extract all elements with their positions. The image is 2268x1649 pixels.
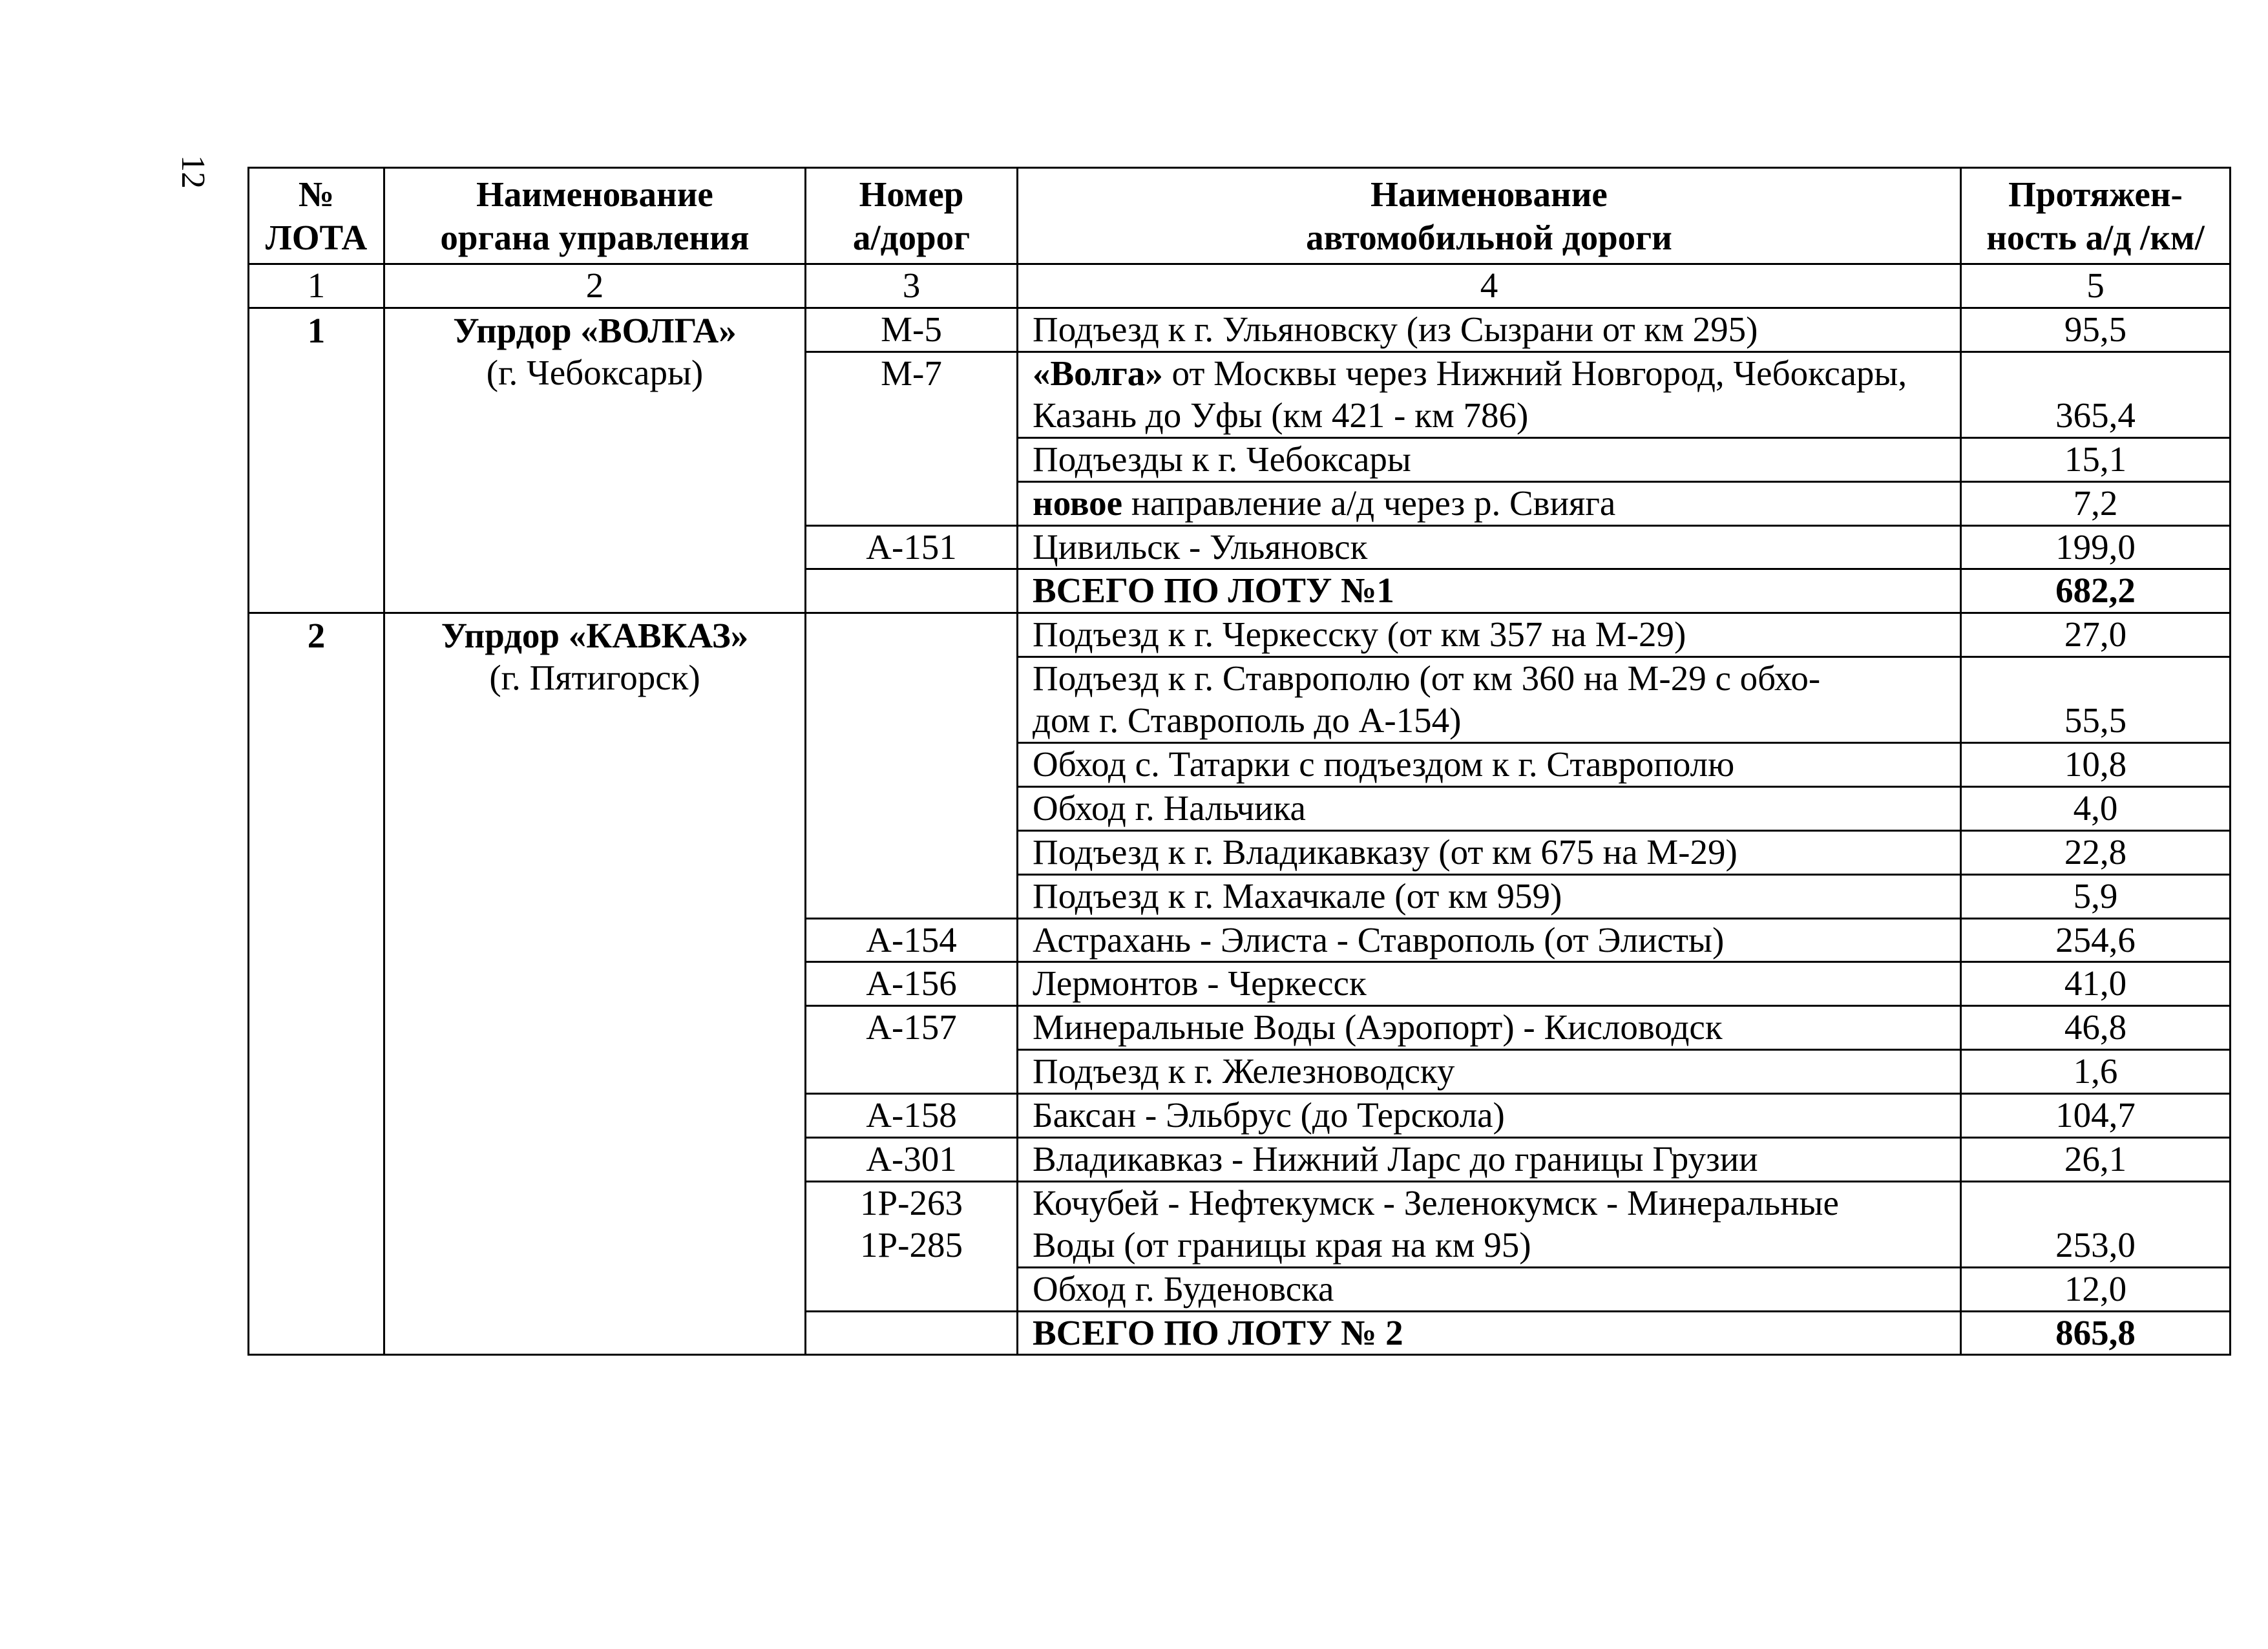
road-number-empty [806, 613, 1018, 918]
lot-number: 2 [249, 613, 384, 1355]
road-name: новое направление а/д через р. Свияга [1018, 481, 1961, 525]
lot-organization [384, 308, 806, 613]
column-number: 1 [249, 264, 384, 308]
column-numbers-row [249, 264, 2231, 308]
header-length: Протяжен- ность а/д /км/ [1961, 168, 2231, 264]
road-name: Владикавказ - Нижний Ларс до границы Грузии [1018, 1138, 1961, 1182]
road-number-empty [806, 1311, 1018, 1355]
road-name: Минеральные Воды (Аэропорт) - Кисловодск [1018, 1006, 1961, 1050]
road-name: Подъезд к г. Черкесску (от км 357 на М-29) [1018, 613, 1961, 657]
road-name: Обход с. Татарки с подъездом к г. Ставрополю [1018, 742, 1961, 786]
road-length: 15,1 [1961, 437, 2231, 481]
road-length: 22,8 [1961, 830, 2231, 874]
road-name: Подъезд к г. Ставрополю (от км 360 на М-29 с обхо- дом г. Ставрополь до А-154) [1018, 657, 1961, 743]
org-city: (г. Чебоксары) [486, 352, 704, 392]
road-name: Подъезд к г. Махачкале (от км 959) [1018, 874, 1961, 918]
header-road-number: Номер а/дорог [806, 168, 1018, 264]
lot-total-value: 865,8 [1961, 1311, 2231, 1355]
lot-total-label: ВСЕГО ПО ЛОТУ №1 [1018, 569, 1961, 613]
road-number: М-5 [806, 308, 1018, 352]
table-row [249, 308, 2231, 352]
road-number: А-156 [806, 962, 1018, 1006]
road-number-empty [806, 569, 1018, 613]
lot-organization [384, 613, 806, 1355]
road-name: Баксан - Эльбрус (до Терскола) [1018, 1094, 1961, 1138]
header-road-name: Наименование автомобильной дороги [1018, 168, 1961, 264]
road-number: А-157 [806, 1006, 1018, 1094]
road-length: 27,0 [1961, 613, 2231, 657]
road-name: Цивильск - Ульяновск [1018, 525, 1961, 569]
road-length: 4,0 [1961, 786, 2231, 830]
road-length: 10,8 [1961, 742, 2231, 786]
lot-number: 1 [249, 308, 384, 613]
road-length: 26,1 [1961, 1138, 2231, 1182]
road-name: Подъезд к г. Ульяновску (из Сызрани от км 295) [1018, 308, 1961, 352]
road-length: 5,9 [1961, 874, 2231, 918]
table-row [249, 613, 2231, 657]
column-number: 5 [1961, 264, 2231, 308]
roads-table-container [247, 167, 2229, 1356]
road-length: 253,0 [1961, 1181, 2231, 1267]
table-header-row [249, 168, 2231, 264]
road-name: Подъезд к г. Железноводску [1018, 1050, 1961, 1094]
road-number: А-154 [806, 918, 1018, 962]
road-length: 254,6 [1961, 918, 2231, 962]
road-name: Лермонтов - Черкесск [1018, 962, 1961, 1006]
road-length: 95,5 [1961, 308, 2231, 352]
road-length: 199,0 [1961, 525, 2231, 569]
road-number: 1Р-263 1Р-285 [806, 1181, 1018, 1311]
org-name: Упрдор «КАВКАЗ» [441, 616, 749, 656]
column-number: 3 [806, 264, 1018, 308]
road-length: 7,2 [1961, 481, 2231, 525]
org-city: (г. Пятигорск) [489, 658, 700, 698]
roads-table [247, 167, 2231, 1356]
road-length: 104,7 [1961, 1094, 2231, 1138]
road-number: А-158 [806, 1094, 1018, 1138]
road-number: М-7 [806, 352, 1018, 525]
road-length: 41,0 [1961, 962, 2231, 1006]
road-name: Кочубей - Нефтекумск - Зеленокумск - Минеральные Воды (от границы края на км 95) [1018, 1181, 1961, 1267]
lot-total-value: 682,2 [1961, 569, 2231, 613]
road-length: 55,5 [1961, 657, 2231, 743]
road-name: Подъезды к г. Чебоксары [1018, 437, 1961, 481]
header-org: Наименование органа управления [384, 168, 806, 264]
road-name: Астрахань - Элиста - Ставрополь (от Элисты) [1018, 918, 1961, 962]
column-number: 2 [384, 264, 806, 308]
road-name: Обход г. Буденовска [1018, 1267, 1961, 1311]
header-lot: № ЛОТА [249, 168, 384, 264]
road-name: Подъезд к г. Владикавказу (от км 675 на М-29) [1018, 830, 1961, 874]
road-length: 12,0 [1961, 1267, 2231, 1311]
page-number: 12 [174, 155, 211, 189]
org-name: Упрдор «ВОЛГА» [453, 311, 737, 351]
road-length: 46,8 [1961, 1006, 2231, 1050]
road-length: 1,6 [1961, 1050, 2231, 1094]
road-number: А-301 [806, 1138, 1018, 1182]
road-number: А-151 [806, 525, 1018, 569]
lot-total-label: ВСЕГО ПО ЛОТУ № 2 [1018, 1311, 1961, 1355]
road-name: «Волга» от Москвы через Нижний Новгород, Чебоксары, Казань до Уфы (км 421 - км 786) [1018, 352, 1961, 437]
column-number: 4 [1018, 264, 1961, 308]
road-name: Обход г. Нальчика [1018, 786, 1961, 830]
road-length: 365,4 [1961, 352, 2231, 437]
